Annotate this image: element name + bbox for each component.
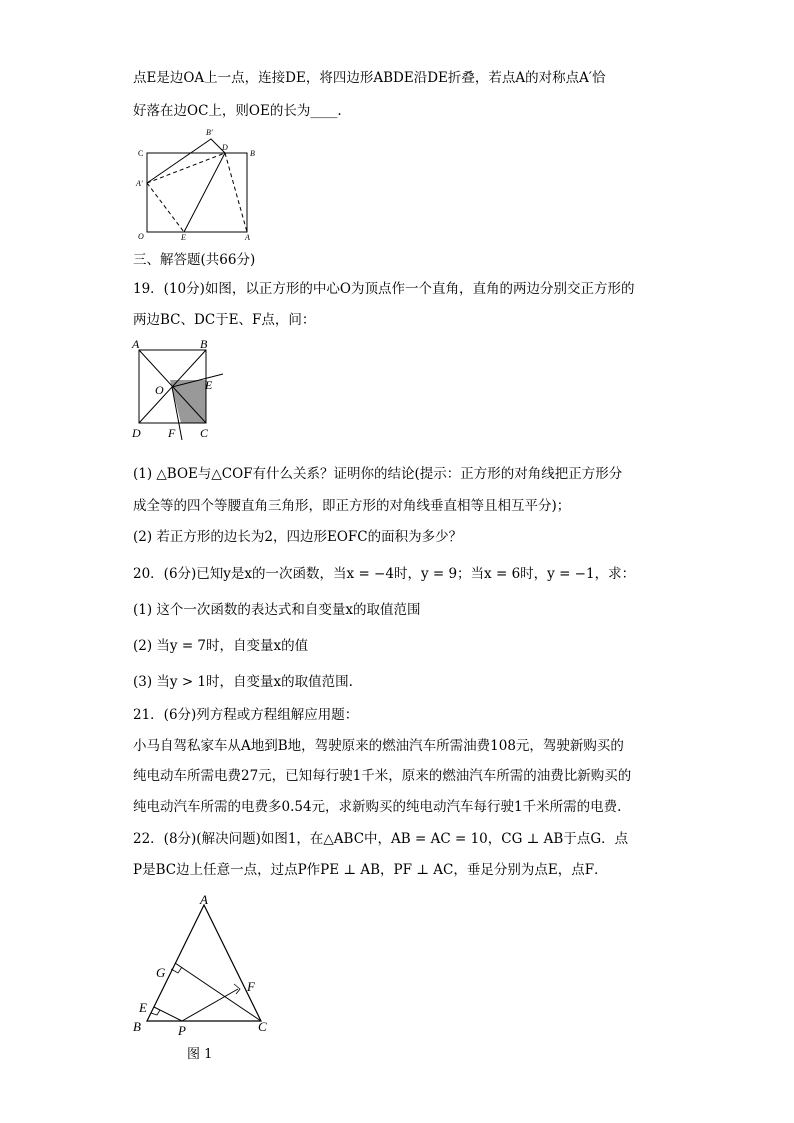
figure-caption: 图 1 — [187, 1047, 213, 1062]
label-b: B — [133, 1019, 141, 1034]
q18-line-2: 好落在边OC上，则OE的长为____. — [133, 103, 342, 119]
section-heading: 三、解答题(共66分) — [133, 252, 256, 268]
q20-part3: (3) 当y > 1时，自变量x的取值范围. — [133, 674, 353, 690]
q20-part1: (1) 这个一次函数的表达式和自变量x的取值范围 — [133, 602, 421, 618]
q22-triangle-figure — [130, 890, 280, 1040]
label-a: A — [200, 892, 208, 907]
label-c: C — [200, 426, 209, 440]
label-g: G — [156, 965, 166, 980]
q19-line-1: 19．(10分)如图，以正方形的中心O为顶点作一个直角，直角的两边分别交正方形的 — [133, 281, 635, 297]
label-b: B — [200, 337, 208, 351]
label-f: F — [247, 979, 255, 994]
label-o: O — [138, 232, 144, 240]
q19-part2: (2) 若正方形的边长为2，四边形EOFC的面积为多少？ — [133, 529, 463, 545]
q18-folding-figure — [133, 125, 263, 240]
label-d: D — [222, 143, 228, 152]
q21-line-3: 纯电动车所需电费27元，已知每行驶1千米，原来的燃油汽车所需的油费比新购买的 — [133, 768, 632, 784]
label-o: O — [155, 383, 164, 397]
label-e: E — [205, 378, 213, 392]
label-b-prime: B' — [206, 128, 213, 137]
q21-line-4: 纯电动汽车所需的电费多0.54元，求新购买的纯电动汽车每行驶1千米所需的电费. — [133, 799, 622, 815]
label-c: C — [138, 149, 144, 158]
q19-square-figure — [130, 336, 230, 444]
label-a-prime: A' — [136, 179, 143, 188]
q19-line-2: 两边BC、DC于E、F点，问： — [133, 312, 316, 328]
q22-line-2: P是BC边上任意一点，过点P作PE ⊥ AB，PF ⊥ AC，垂足分别为点E，点F． — [133, 862, 608, 878]
q20-part2: (2) 当y = 7时，自变量x的值 — [133, 638, 309, 654]
label-e: E — [139, 1000, 147, 1015]
q20-line-1: 20．(6分)已知y是x的一次函数，当x = −4时，y = 9；当x = 6时，y = −1，求： — [133, 566, 636, 582]
label-a: A — [132, 337, 140, 351]
q18-line-1: 点E是边OA上一点，连接DE，将四边形ABDE沿DE折叠，若点A的对称点A′恰 — [133, 70, 606, 86]
label-f: F — [168, 426, 176, 440]
q19-part1-line-2: 成全等的四个等腰直角三角形，即正方形的对角线垂直相等且相互平分)； — [133, 498, 571, 514]
label-d: D — [132, 426, 141, 440]
label-c: C — [258, 1019, 267, 1034]
label-a: A — [245, 233, 250, 240]
label-e: E — [181, 233, 186, 240]
q21-line-2: 小马自驾私家车从A地到B地，驾驶原来的燃油汽车所需油费108元，驾驶新购买的 — [133, 738, 624, 754]
label-b: B — [250, 149, 255, 158]
q21-line-1: 21．(6分)列方程或方程组解应用题： — [133, 707, 359, 723]
q19-part1-line-1: (1) △BOE与△COF有什么关系？证明你的结论(提示：正方形的对角线把正方形分 — [133, 466, 623, 482]
q22-line-1: 22．(8分)(解决问题)如图1，在△ABC中，AB = AC = 10，CG ⊥ AB于点G．点 — [133, 831, 629, 847]
label-p: P — [178, 1023, 186, 1038]
